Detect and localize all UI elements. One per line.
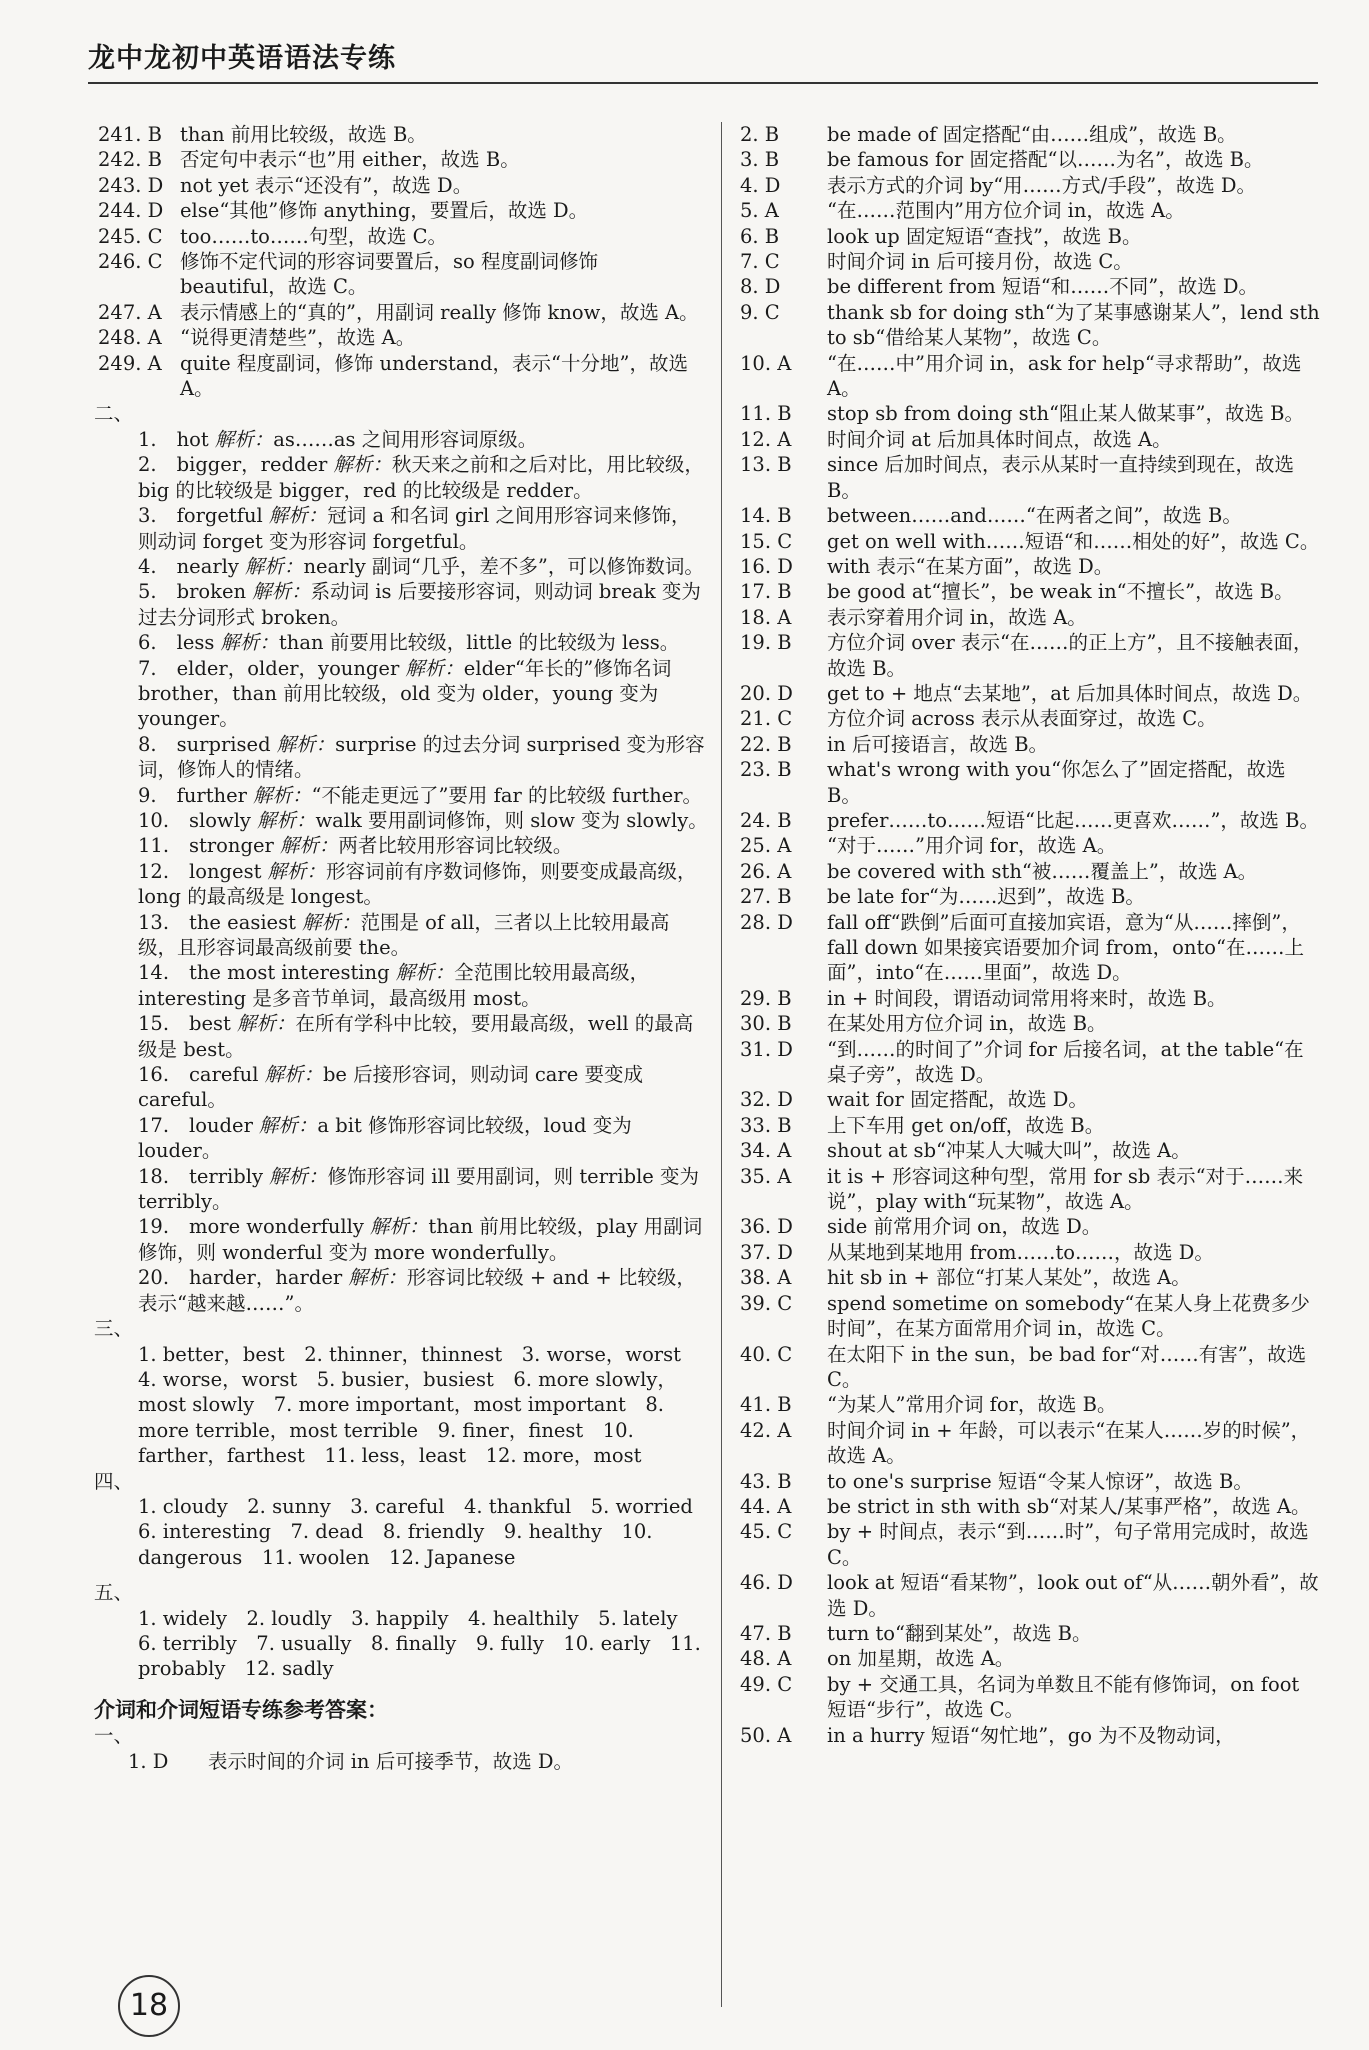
analysis-text: 形容词前有序数词修饰，则要变成最高级，long 的最高级是 longest。 <box>138 859 697 909</box>
page-number: 18 <box>118 1975 180 2037</box>
list-item <box>740 681 1320 706</box>
list-item <box>98 833 708 858</box>
item-explanation: be made of 固定搭配“由……组成”，故选 B。 <box>827 123 1237 146</box>
item-number: 10. A <box>740 351 792 375</box>
item-number: 49. C <box>740 1672 793 1696</box>
item-explanation: “在……范围内”用方位介词 in，故选 A。 <box>827 199 1185 223</box>
item-number: 26. A <box>740 859 792 883</box>
analysis-label: 解析： <box>252 783 312 807</box>
analysis-label: 解析： <box>264 1063 323 1087</box>
left-column <box>94 122 713 1774</box>
list-item <box>98 783 708 808</box>
item-number: 3. <box>138 504 157 528</box>
answer-word: the most interesting <box>189 961 390 985</box>
answer-word: careful <box>189 1063 259 1087</box>
list-item <box>740 173 1320 198</box>
answer-word: elder，older，younger <box>176 656 400 680</box>
analysis-text: as……as 之间用形容词原级。 <box>273 427 538 451</box>
list-item <box>98 300 708 325</box>
item-number: 6. B <box>740 224 780 248</box>
page-header <box>88 36 1318 75</box>
list-item <box>740 452 1320 503</box>
item-explanation: turn to“翻到某处”，故选 B。 <box>827 1621 1092 1645</box>
item-explanation: side 前常用介词 on，故选 D。 <box>827 1215 1102 1239</box>
item-number: 32. D <box>740 1088 793 1112</box>
item-explanation: too……to……句型，故选 C。 <box>180 224 448 248</box>
item-explanation: be famous for 固定搭配“以……为名”，故选 B。 <box>827 148 1264 172</box>
list-item <box>740 884 1320 909</box>
list-item <box>740 1342 1320 1393</box>
item-number: 8. D <box>740 275 781 299</box>
list-item <box>740 1164 1320 1215</box>
item-number: 2. B <box>740 123 780 146</box>
list-item <box>98 1214 708 1265</box>
item-number: 48. A <box>740 1647 792 1671</box>
item-number: 45. C <box>740 1520 793 1544</box>
item-number: 22. B <box>740 732 792 756</box>
analysis-text: “不能走更远了”要用 far 的比较级 further。 <box>311 783 703 807</box>
list-item <box>98 452 708 503</box>
item-explanation: 在太阳下 in the sun，be bad for“对……有害”，故选 C。 <box>827 1342 1307 1391</box>
item-number: 13. B <box>740 453 792 477</box>
list-item <box>740 300 1320 351</box>
item-explanation: prefer……to……短语“比起……更喜欢……”，故选 B。 <box>827 808 1319 832</box>
item-explanation: “说得更清楚些”，故选 A。 <box>180 326 416 350</box>
item-number: 9. <box>138 783 157 807</box>
item-number: 29. B <box>740 986 792 1010</box>
item-number: 18. <box>138 1164 170 1188</box>
item-explanation: get on well with……短语“和……相处的好”，故选 C。 <box>827 529 1320 553</box>
section3-label: 三、 <box>94 1317 134 1341</box>
item-number: 33. B <box>740 1113 792 1137</box>
list-item <box>740 732 1320 757</box>
answer-word: broken <box>176 580 247 604</box>
analysis-text: 修饰形容词 ill 要用副词，则 terrible 变为 terribly。 <box>138 1164 700 1214</box>
analysis-label: 解析： <box>244 554 304 578</box>
item-explanation: be good at“擅长”，be weak in“不擅长”，故选 B。 <box>827 580 1294 604</box>
item-explanation: be strict in sth with sb“对某人/某事严格”，故选 A。 <box>827 1494 1311 1518</box>
item-number: 24. B <box>740 808 792 832</box>
item-number: 35. A <box>740 1164 792 1188</box>
list-item <box>98 808 708 833</box>
list-item <box>740 1265 1320 1290</box>
analysis-label: 解析： <box>269 1164 328 1188</box>
item-number: 246. C <box>98 250 163 274</box>
item-number: 25. A <box>740 834 792 858</box>
item-explanation: it is + 形容词这种句型，常用 for sb 表示“对于……来说”，play with“玩某物”，故选 A。 <box>827 1164 1304 1214</box>
list-item <box>740 630 1320 681</box>
section5-answers: 1. widely 2. loudly 3. happily 4. healthily 5. lately 6. terribly 7. usually 8. finally 9. fully 10. early 11. probably 12. sadly <box>138 1606 701 1681</box>
item-explanation: spend sometime on somebody“在某人身上花费多少时间”，在某方面常用介词 in，故选 C。 <box>827 1291 1310 1341</box>
item-explanation: 方位介词 across 表示从表面穿过，故选 C。 <box>827 707 1217 731</box>
item-number: 1. <box>138 427 157 451</box>
item-explanation: 表示穿着用介词 in，故选 A。 <box>827 605 1087 629</box>
item-explanation: in a hurry 短语“匆忙地”，go 为不及物动词， <box>827 1723 1235 1747</box>
item-number: 40. C <box>740 1342 793 1366</box>
list-item <box>98 325 708 350</box>
list-item <box>740 757 1320 808</box>
analysis-label: 解析： <box>301 910 361 934</box>
analysis-label: 解析： <box>256 808 316 832</box>
item-number: 37. D <box>740 1240 793 1264</box>
item-number: 42. A <box>740 1418 792 1442</box>
analysis-label: 解析： <box>268 504 328 528</box>
analysis-text: surprise 的过去分词 surprised 变为形容词，修饰人的情绪。 <box>138 732 705 782</box>
list-item <box>98 351 708 402</box>
analysis-text: 两者比较用形容词比较级。 <box>338 834 573 858</box>
list-item <box>740 122 1320 147</box>
answer-word: hot <box>176 427 209 451</box>
item-number: 15. C <box>740 529 793 553</box>
list-item <box>740 859 1320 884</box>
list-item <box>740 910 1320 986</box>
item-number: 12. A <box>740 427 792 451</box>
item-explanation: since 后加时间点，表示从某时一直持续到现在，故选 B。 <box>827 453 1294 502</box>
item-explanation: to one's surprise 短语“令某人惊讶”，故选 B。 <box>827 1469 1253 1493</box>
item-number: 16. D <box>740 554 793 578</box>
list-item <box>98 1062 708 1113</box>
analysis-text: 系动词 is 后要接形容词，则动词 break 变为过去分词形式 broken。 <box>138 580 701 629</box>
item-explanation: 时间介词 at 后加具体时间点，故选 A。 <box>827 427 1172 451</box>
list-item <box>740 706 1320 731</box>
item-number: 43. B <box>740 1469 792 1493</box>
item-number: 9. C <box>740 300 780 324</box>
analysis-label: 解析： <box>214 427 274 451</box>
list-item <box>740 833 1320 858</box>
answer-word: nearly <box>176 554 239 578</box>
item-number: 12. <box>138 859 170 883</box>
list-item <box>98 173 708 198</box>
list-item <box>740 1519 1320 1570</box>
analysis-label: 解析： <box>267 859 326 883</box>
item-number: 244. D <box>98 199 164 223</box>
item-number: 7. C <box>740 250 780 274</box>
item-explanation: 方位介词 over 表示“在……的正上方”，且不接触表面，故选 B。 <box>827 631 1313 680</box>
item-explanation: 上下车用 get on/off，故选 B。 <box>827 1113 1105 1137</box>
list-item <box>98 147 708 172</box>
list-item <box>740 1087 1320 1112</box>
answer-word: bigger，redder <box>176 453 328 477</box>
item-explanation: by + 时间点，表示“到……时”，句子常用完成时，故选 C。 <box>827 1520 1309 1569</box>
item-number: 16. <box>138 1063 170 1087</box>
item-number: 27. B <box>740 885 792 909</box>
analysis-text: 范围是 of all，三者以上比较用最高级，且形容词最高级前要 the。 <box>138 910 670 959</box>
list-item <box>98 198 708 223</box>
item-number: 21. C <box>740 707 793 731</box>
item-number: 4. <box>138 554 157 578</box>
item-explanation: not yet 表示“还没有”，故选 D。 <box>180 173 473 197</box>
list-item <box>98 427 708 452</box>
analysis-text: 冠词 a 和名词 girl 之间用形容词来修饰，则动词 forget 变为形容词 forgetful。 <box>138 504 691 553</box>
item-explanation: in + 时间段，谓语动词常用将来时，故选 B。 <box>827 986 1227 1010</box>
item-number: 19. B <box>740 631 792 655</box>
list-item <box>740 401 1320 426</box>
list-item <box>740 1418 1320 1469</box>
list-item <box>98 503 708 554</box>
list-item <box>98 1265 708 1316</box>
item-number: 10. <box>138 808 170 832</box>
list-item <box>740 808 1320 833</box>
list-item <box>740 427 1320 452</box>
list-item <box>740 1113 1320 1138</box>
section4-label: 四、 <box>94 1469 134 1493</box>
item-explanation: by + 交通工具，名词为单数且不能有修饰词，on foot 短语“步行”，故选 C。 <box>827 1672 1300 1722</box>
header-rule <box>88 82 1318 84</box>
prep-answers-heading: 介词和介词短语专练参考答案： <box>94 1697 388 1722</box>
item-explanation: 否定句中表示“也”用 either，故选 B。 <box>180 148 520 172</box>
analysis-label: 解析： <box>405 656 464 680</box>
list-item <box>740 1646 1320 1671</box>
list-item <box>740 1494 1320 1519</box>
item-explanation: 从某地到某地用 from……to……，故选 D。 <box>827 1240 1214 1264</box>
answer-word: slowly <box>189 808 251 832</box>
item-explanation: on 加星期，故选 A。 <box>827 1647 1015 1671</box>
item-number: 13. <box>138 910 170 934</box>
item-number: 20. D <box>740 681 793 705</box>
item-explanation: be different from 短语“和……不同”，故选 D。 <box>827 275 1259 299</box>
list-item <box>740 554 1320 579</box>
list-item <box>740 605 1320 630</box>
section5-label: 五、 <box>94 1581 134 1605</box>
item-explanation: “在……中”用介词 in，ask for help“寻求帮助”，故选 A。 <box>827 351 1302 401</box>
list-item <box>740 1723 1320 1748</box>
answer-word: surprised <box>176 732 271 756</box>
item-explanation: else“其他”修饰 anything，要置后，故选 D。 <box>180 199 589 223</box>
item-explanation: wait for 固定搭配，故选 D。 <box>827 1088 1088 1112</box>
list-item <box>740 224 1320 249</box>
analysis-label: 解析： <box>252 580 311 604</box>
item-explanation: thank sb for doing sth“为了某事感谢某人”，lend sth to sb“借给某人某物”，故选 C。 <box>827 300 1320 350</box>
answer-word: further <box>176 783 247 807</box>
item-number: 38. A <box>740 1266 792 1290</box>
item-number: 243. D <box>98 173 164 197</box>
list-item <box>98 224 708 249</box>
list-item <box>98 960 708 1011</box>
list-item <box>740 1138 1320 1163</box>
item-explanation: 时间介词 in + 年龄，可以表示“在某人……岁的时候”，故选 A。 <box>827 1418 1311 1468</box>
answer-word: longest <box>189 859 262 883</box>
answer-word: terribly <box>189 1164 264 1188</box>
item-number: 248. A <box>98 326 162 350</box>
right-column <box>740 122 1320 1748</box>
list-item <box>740 1291 1320 1342</box>
analysis-text: be 后接形容词，则动词 care 要变成 careful。 <box>138 1063 643 1112</box>
list-item <box>740 529 1320 554</box>
answer-word: less <box>176 631 215 655</box>
item-number: 1. D <box>128 1749 169 1773</box>
item-explanation: “到……的时间了”介词 for 后接名词，at the table“在桌子旁”，故选 D。 <box>827 1037 1304 1087</box>
item-number: 47. B <box>740 1621 792 1645</box>
item-explanation: 表示情感上的“真的”，用副词 really 修饰 know，故选 A。 <box>180 300 699 324</box>
item-number: 34. A <box>740 1139 792 1163</box>
analysis-text: than 前用比较级，play 用副词修饰，则 wonderful 变为 more wonderfully。 <box>138 1215 703 1264</box>
list-item <box>740 579 1320 604</box>
item-explanation: 修饰不定代词的形容词要置后，so 程度副词修饰 beautiful，故选 C。 <box>180 250 598 299</box>
item-number: 18. A <box>740 605 792 629</box>
item-explanation: quite 程度副词，修饰 understand，表示“十分地”，故选 A。 <box>180 351 688 401</box>
list-item <box>98 656 708 732</box>
list-item <box>740 986 1320 1011</box>
item-number: 245. C <box>98 224 163 248</box>
item-explanation: hit sb in + 部位“打某人某处”，故选 A。 <box>827 1266 1191 1290</box>
list-item <box>740 147 1320 172</box>
item-number: 36. D <box>740 1215 793 1239</box>
item-explanation: be covered with sth“被……覆盖上”，故选 A。 <box>827 859 1258 883</box>
item-explanation: 表示方式的介词 by“用……方式/手段”，故选 D。 <box>827 173 1257 197</box>
section2-list <box>98 427 708 1316</box>
list-item <box>98 579 708 630</box>
section3-answers: 1. better，best 2. thinner，thinnest 3. worse，worst 4. worse，worst 5. busier，busiest 6. more slowly，most slowly 7. more important，most important 8. more terrible，most terrible 9. finer，finest 10. farther，farthest 11. less，least 12. more，most <box>138 1342 701 1468</box>
item-explanation: be late for“为……迟到”，故选 B。 <box>827 885 1145 909</box>
analysis-text: than 前要用比较级，little 的比较级为 less。 <box>278 631 680 655</box>
item-number: 28. D <box>740 910 793 934</box>
answer-word: the easiest <box>189 910 296 934</box>
item-explanation: get to + 地点“去某地”，at 后加具体时间点，故选 D。 <box>827 681 1313 705</box>
item-number: 5. A <box>740 199 779 223</box>
item-number: 242. B <box>98 148 162 172</box>
list-item <box>98 1113 708 1164</box>
item-explanation: stop sb from doing sth“阻止某人做某事”，故选 B。 <box>827 402 1304 426</box>
list-item <box>98 910 708 961</box>
list-item <box>98 122 708 147</box>
analysis-text: 形容词比较级 + and + 比较级，表示“越来越……”。 <box>138 1266 696 1315</box>
section4-answers: 1. cloudy 2. sunny 3. careful 4. thankful 5. worried 6. interesting 7. dead 8. friendly 9. healthy 10. dangerous 11. woolen 12. Japanese <box>138 1494 713 1569</box>
analysis-label: 解析： <box>236 1012 296 1036</box>
column-divider <box>721 122 722 2007</box>
analysis-text: walk 要用副词修饰，则 slow 变为 slowly。 <box>315 808 708 832</box>
list-item <box>740 1392 1320 1417</box>
item-number: 241. B <box>98 123 162 146</box>
analysis-text: nearly 副词“几乎，差不多”，可以修饰数词。 <box>303 554 704 578</box>
answer-word: harder，harder <box>189 1266 343 1290</box>
item-explanation: 时间介词 in 后可接月份，故选 C。 <box>827 250 1133 274</box>
analysis-text: 在所有学科中比较，要用最高级，well 的最高级是 best。 <box>138 1012 694 1061</box>
analysis-text: 全范围比较用最高级，interesting 是多音节单词，最高级用 most。 <box>138 961 650 1010</box>
answer-word: louder <box>189 1113 253 1137</box>
item-number: 17. <box>138 1113 170 1137</box>
list-item <box>740 249 1320 274</box>
list-item <box>740 1672 1320 1723</box>
list-item <box>740 351 1320 402</box>
book-title: 龙中龙初中英语语法专练 <box>88 43 396 74</box>
list-item <box>740 1214 1320 1239</box>
list-item <box>740 1037 1320 1088</box>
item-explanation: with 表示“在某方面”，故选 D。 <box>827 554 1114 578</box>
list-item <box>98 1749 708 1774</box>
item-explanation: look at 短语“看某物”，look out of“从……朝外看”，故选 D。 <box>827 1571 1319 1620</box>
analysis-text: elder“年长的”修饰名词 brother，than 前用比较级，old 变为 older，young 变为 younger。 <box>138 656 672 731</box>
list-item <box>740 1011 1320 1036</box>
list-item <box>98 1011 708 1062</box>
list-item <box>740 198 1320 223</box>
answer-word: more wonderfully <box>189 1215 364 1239</box>
item-number: 30. B <box>740 1012 792 1036</box>
analysis-label: 解析： <box>369 1215 429 1239</box>
list-item <box>98 1164 708 1215</box>
item-number: 247. A <box>98 300 162 324</box>
section2-label: 二、 <box>94 402 134 426</box>
item-explanation: between……and……“在两者之间”，故选 B。 <box>827 504 1242 528</box>
list-item <box>98 554 708 579</box>
item-number: 31. D <box>740 1037 793 1061</box>
list-item <box>740 1570 1320 1621</box>
item-number: 4. D <box>740 173 781 197</box>
item-number: 23. B <box>740 758 792 782</box>
item-number: 3. B <box>740 148 780 172</box>
item-number: 14. <box>138 961 170 985</box>
item-explanation: “对于……”用介词 for，故选 A。 <box>827 834 1117 858</box>
item-number: 39. C <box>740 1291 793 1315</box>
answer-word: stronger <box>189 834 274 858</box>
answer-word: forgetful <box>176 504 263 528</box>
item-number: 20. <box>138 1266 170 1290</box>
list-item <box>98 859 708 910</box>
item-number: 44. A <box>740 1494 792 1518</box>
item-number: 41. B <box>740 1393 792 1417</box>
analysis-text: 秋天来之前和之后对比，用比较级，big 的比较级是 bigger，red 的比较级是 redder。 <box>138 453 704 502</box>
item-number: 6. <box>138 631 157 655</box>
item-number: 14. B <box>740 504 792 528</box>
analysis-label: 解析： <box>279 834 339 858</box>
item-number: 15. <box>138 1012 170 1036</box>
list-item <box>740 274 1320 299</box>
item-number: 5. <box>138 580 157 604</box>
item-explanation: “为某人”常用介词 for，故选 B。 <box>827 1393 1117 1417</box>
analysis-label: 解析： <box>333 453 392 477</box>
item-number: 11. <box>138 834 170 858</box>
analysis-label: 解析： <box>348 1266 407 1290</box>
item-explanation: shout at sb“冲某人大喊大叫”，故选 A。 <box>827 1139 1191 1163</box>
item-number: 17. B <box>740 580 792 604</box>
item-number: 19. <box>138 1215 170 1239</box>
answer-list-part1 <box>98 122 708 401</box>
answer-word: best <box>189 1012 231 1036</box>
item-explanation: what's wrong with you“你怎么了”固定搭配，故选 B。 <box>827 758 1286 807</box>
analysis-label: 解析： <box>220 631 279 655</box>
list-item <box>740 503 1320 528</box>
list-item <box>740 1621 1320 1646</box>
analysis-label: 解析： <box>276 732 336 756</box>
item-number: 50. A <box>740 1723 792 1747</box>
item-explanation: 表示时间的介词 in 后可接季节，故选 D。 <box>208 1749 574 1773</box>
list-item <box>98 732 708 783</box>
item-explanation: 在某处用方位介词 in，故选 B。 <box>827 1012 1107 1036</box>
prep-section-label: 一、 <box>94 1724 134 1748</box>
list-item <box>740 1240 1320 1265</box>
analysis-label: 解析： <box>395 961 455 985</box>
item-number: 8. <box>138 732 157 756</box>
list-item <box>98 249 708 300</box>
item-number: 7. <box>138 656 157 680</box>
analysis-text: a bit 修饰形容词比较级，loud 变为 louder。 <box>138 1113 632 1163</box>
list-item <box>740 1469 1320 1494</box>
item-number: 249. A <box>98 351 162 375</box>
item-number: 2. <box>138 453 157 477</box>
item-number: 46. D <box>740 1571 793 1595</box>
item-number: 11. B <box>740 402 792 426</box>
item-explanation: fall off“跌倒”后面可直接加宾语，意为“从……摔倒”，fall down 如果接宾语要加介词 from，onto“在……上面”，into“在……里面”，故选 D。 <box>827 910 1304 985</box>
item-explanation: than 前用比较级，故选 B。 <box>180 123 427 146</box>
list-item <box>98 630 708 655</box>
item-explanation: look up 固定短语“查找”，故选 B。 <box>827 224 1142 248</box>
analysis-label: 解析： <box>258 1113 318 1137</box>
item-explanation: in 后可接语言，故选 B。 <box>827 732 1049 756</box>
